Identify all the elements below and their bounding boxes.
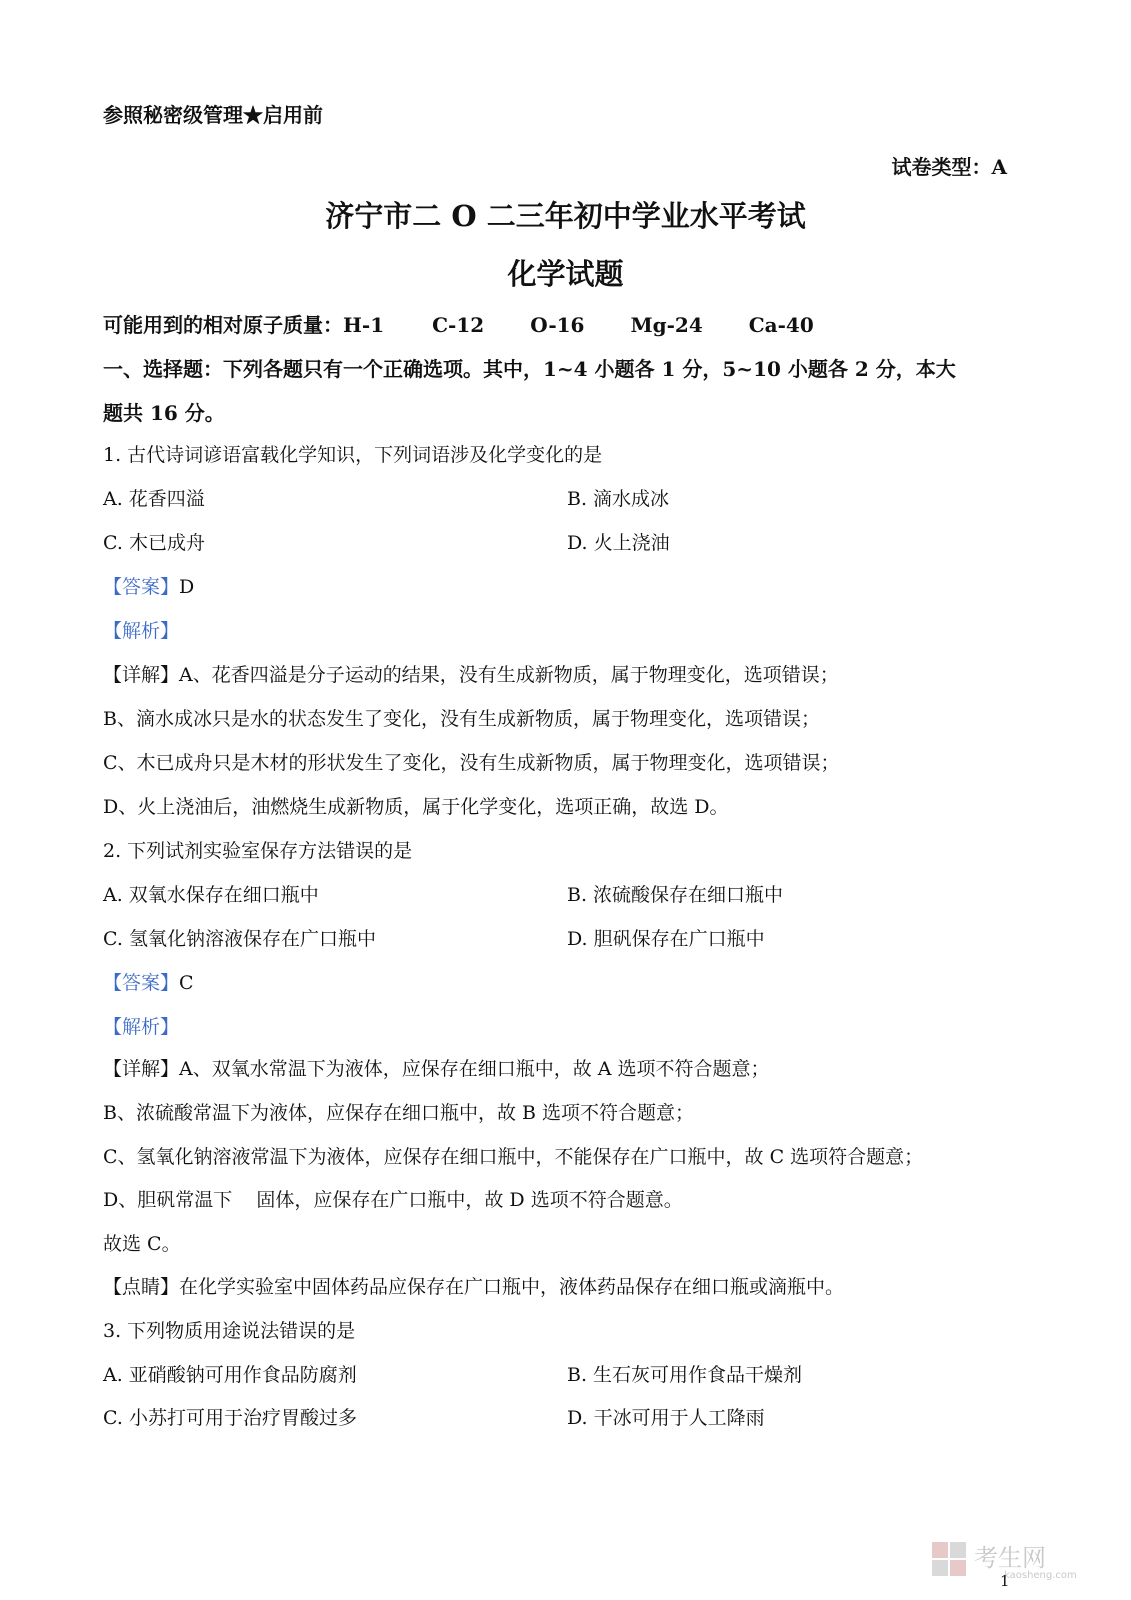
exam-subtitle: 化学试题: [507, 257, 624, 291]
detail-line: C、氢氧化钠溶液常温下为液体，应保存在细口瓶中，不能保存在广口瓶中，故 C 选项符合题意；: [103, 1146, 924, 1168]
atomic-masses: [103, 312, 814, 338]
atomic-mass-item: Mg-24: [630, 313, 703, 337]
question-stem: 1. 古代诗词谚语富载化学知识，下列词语涉及化学变化的是: [103, 444, 603, 466]
answer-value: C: [179, 972, 194, 994]
answer-value: D: [179, 576, 195, 598]
atomic-mass-item: O-16: [530, 313, 585, 337]
atomic-masses-label: 可能用到的相对原子质量：: [103, 313, 343, 337]
answer-line: [103, 574, 194, 600]
detail-line: [103, 1056, 770, 1082]
detail-line: D、火上浇油后，油燃烧生成新物质，属于化学变化，选项正确，故选 D。: [103, 796, 729, 818]
kaosheng-logo-icon: [930, 1540, 1105, 1580]
detail-tag: 【详解】: [103, 664, 180, 686]
section-heading-cont: 题共 16 分。: [103, 401, 225, 425]
answer-line: [103, 970, 194, 996]
kaosheng-logo: [930, 1540, 1105, 1580]
atomic-mass-item: Ca-40: [748, 313, 814, 337]
watermark-url: kaosheng.com: [1004, 1570, 1077, 1580]
option-a: A. 亚硝酸钠可用作食品防腐剂: [103, 1364, 357, 1386]
exam-title: 济宁市二 O 二三年初中学业水平考试: [325, 199, 806, 233]
option-a: A. 花香四溢: [103, 488, 205, 510]
question-stem: 3. 下列物质用途说法错误的是: [103, 1320, 356, 1342]
secret-level-label: 参照秘密级管理★启用前: [103, 103, 323, 127]
option-b: B. 生石灰可用作食品干燥剂: [567, 1364, 803, 1386]
conclusion-line: 故选 C。: [103, 1233, 181, 1255]
option-d: D. 火上浇油: [567, 532, 670, 554]
tip-line: [103, 1274, 844, 1300]
option-c: C. 小苏打可用于治疗胃酸过多: [103, 1407, 357, 1429]
option-c: C. 木已成舟: [103, 532, 205, 554]
detail-line: D、胆矾常温下 固体，应保存在广口瓶中，故 D 选项不符合题意。: [103, 1189, 683, 1211]
page-number: 1: [1000, 1572, 1010, 1590]
detail-line: B、浓硫酸常温下为液体，应保存在细口瓶中，故 B 选项不符合题意；: [103, 1102, 695, 1124]
analysis-tag: 【解析】: [103, 1016, 180, 1038]
answer-tag: 【答案】: [103, 972, 180, 994]
question-stem: 2. 下列试剂实验室保存方法错误的是: [103, 840, 413, 862]
section-heading: 一、选择题：下列各题只有一个正确选项。其中，1~4 小题各 1 分，5~10 小题各 2 分，本大: [103, 357, 956, 381]
detail-line: B、滴水成冰只是水的状态发生了变化，没有生成新物质，属于物理变化，选项错误；: [103, 708, 820, 730]
tip-text: 在化学实验室中固体药品应保存在广口瓶中，液体药品保存在细口瓶或滴瓶中。: [179, 1276, 845, 1298]
detail-text: A、双氧水常温下为液体，应保存在细口瓶中，故 A 选项不符合题意；: [179, 1058, 770, 1080]
tip-tag: 【点睛】: [103, 1276, 180, 1298]
paper-type-label: 试卷类型：A: [891, 155, 1007, 179]
watermark-text: 考生网: [974, 1544, 1046, 1572]
atomic-mass-item: C-12: [432, 313, 485, 337]
option-c: C. 氢氧化钠溶液保存在广口瓶中: [103, 928, 376, 950]
answer-tag: 【答案】: [103, 576, 180, 598]
option-b: B. 滴水成冰: [567, 488, 670, 510]
option-a: A. 双氧水保存在细口瓶中: [103, 884, 319, 906]
analysis-tag: 【解析】: [103, 620, 180, 642]
detail-line: C、木已成舟只是木材的形状发生了变化，没有生成新物质，属于物理变化，选项错误；: [103, 752, 840, 774]
option-d: D. 干冰可用于人工降雨: [567, 1407, 765, 1429]
option-b: B. 浓硫酸保存在细口瓶中: [567, 884, 784, 906]
atomic-mass-item: H-1: [343, 313, 385, 337]
detail-text: A、花香四溢是分子运动的结果，没有生成新物质，属于物理变化，选项错误；: [179, 664, 839, 686]
detail-line: [103, 662, 839, 688]
detail-tag: 【详解】: [103, 1058, 180, 1080]
option-d: D. 胆矾保存在广口瓶中: [567, 928, 765, 950]
